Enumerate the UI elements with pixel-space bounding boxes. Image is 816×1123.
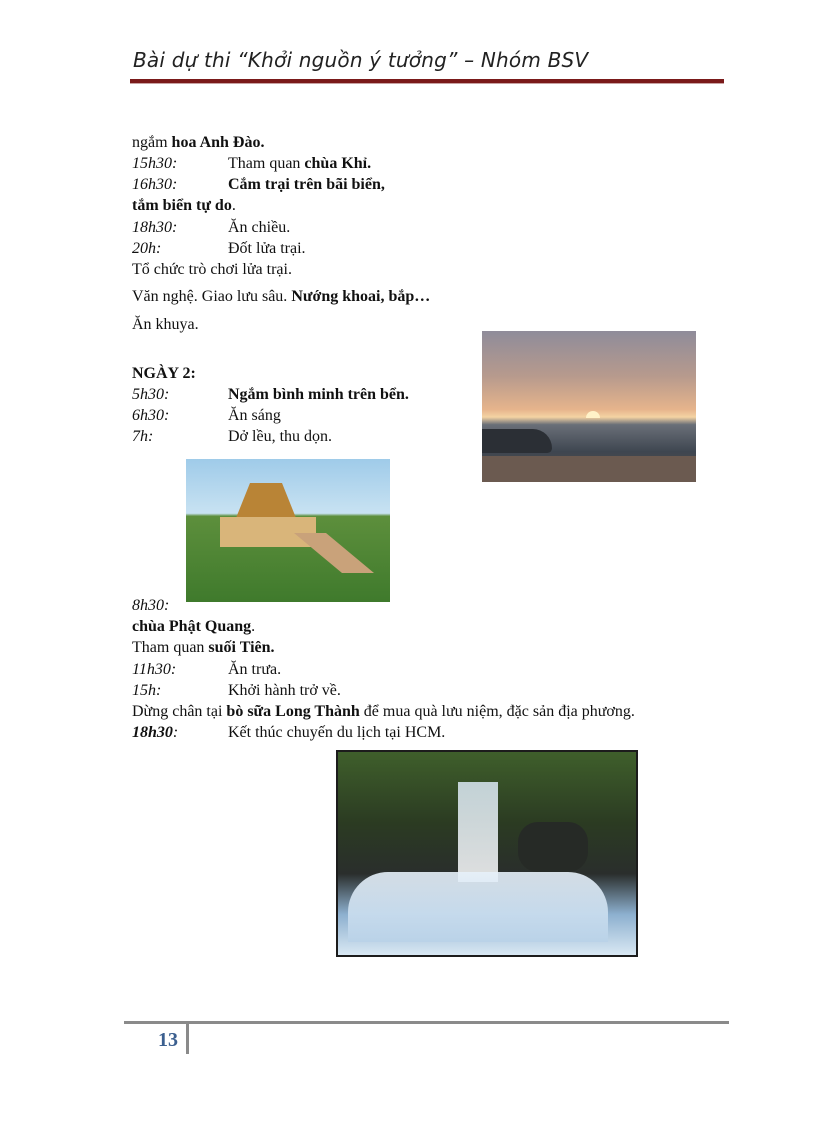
schedule-line: [132, 681, 341, 700]
text-line: [132, 617, 255, 636]
text-bold: tắm biển tự do: [132, 197, 232, 214]
text: Đốt lửa trại.: [228, 240, 306, 257]
schedule-line: [132, 218, 290, 237]
temple-photo: [186, 459, 390, 602]
time-text: 18h30: [132, 724, 173, 741]
text: Kết thúc chuyến du lịch tại HCM.: [228, 724, 446, 741]
schedule-line: [132, 175, 385, 194]
text: Dở lều, thu dọn.: [228, 428, 333, 445]
text: để mua quà lưu niệm, đặc sản địa phương.: [359, 703, 635, 720]
text: Tham quan: [228, 155, 305, 172]
text: Dừng chân tại: [132, 703, 227, 720]
schedule-line: [132, 723, 445, 742]
rocks-shape: [482, 429, 552, 453]
time-label: 15h:: [132, 682, 162, 699]
schedule-line: [132, 427, 332, 446]
text-line: [132, 260, 292, 279]
time-label: 6h30:: [132, 407, 170, 424]
day-heading: NGÀY 2:: [132, 365, 196, 382]
page-header-title: Bài dự thi “Khởi nguồn ý tưởng” – Nhóm BSV: [133, 48, 589, 72]
time-colon: :: [172, 724, 179, 741]
footer-divider: [124, 1021, 729, 1024]
time-label: 11h30:: [132, 661, 177, 678]
time-label: 7h:: [132, 428, 154, 445]
time-label: 15h30:: [132, 155, 178, 172]
text: .: [231, 197, 236, 214]
text-bold: Nướng khoai, bắp…: [291, 288, 431, 305]
sunset-beach-photo: [482, 331, 696, 482]
page-number-bar: [186, 1024, 189, 1054]
schedule-line: [132, 406, 281, 425]
schedule-line: [132, 385, 409, 404]
rock-shape: [518, 822, 588, 872]
text-bold: bò sữa Long Thành: [226, 703, 360, 720]
text: Tham quan: [132, 639, 209, 656]
text-bold: chùa Phật Quang: [132, 618, 252, 635]
text-line: [132, 196, 236, 215]
beach-shape: [482, 456, 696, 482]
time-label: [132, 723, 228, 742]
text: Ăn khuya.: [132, 316, 199, 333]
text-bold: chùa Khỉ.: [304, 155, 372, 172]
text: Ăn sáng: [228, 407, 281, 424]
time-label: 18h30:: [132, 219, 178, 236]
text-line: [132, 315, 199, 334]
upper-falls-shape: [458, 782, 498, 882]
text: .: [251, 618, 256, 635]
schedule-line: [132, 596, 228, 615]
text-line: [132, 133, 264, 152]
text-line: [132, 287, 430, 306]
time-label: 16h30:: [132, 176, 178, 193]
temple-body-shape: [220, 517, 316, 547]
schedule-line: [132, 154, 371, 173]
sun-shape: [586, 411, 600, 418]
temple-stairs-shape: [294, 533, 374, 573]
text-bold: Ngắm bình minh trên bển.: [228, 386, 409, 403]
text: Ăn trưa.: [228, 661, 282, 678]
header-divider: [130, 79, 724, 84]
schedule-line: [132, 660, 281, 679]
time-label: 20h:: [132, 240, 162, 257]
text: Văn nghệ. Giao lưu sâu.: [132, 288, 292, 305]
text-bold: Cắm trại trên bãi biển,: [228, 176, 385, 193]
time-label: 5h30:: [132, 386, 170, 403]
text: Tổ chức trò chơi lửa trại.: [132, 261, 292, 278]
text: Khởi hành trở về.: [228, 682, 341, 699]
time-label: 8h30:: [132, 597, 170, 614]
waterfall-photo: [336, 750, 638, 957]
text: Ăn chiều.: [228, 219, 291, 236]
lower-falls-shape: [348, 872, 608, 942]
text-bold: suối Tiên.: [208, 639, 275, 656]
text: ngắm: [132, 134, 172, 151]
text-line: [132, 638, 275, 657]
schedule-line: [132, 239, 306, 258]
text-bold: hoa Anh Đào.: [171, 134, 265, 151]
text-line: [132, 702, 635, 721]
page-number: 13: [158, 1029, 178, 1051]
